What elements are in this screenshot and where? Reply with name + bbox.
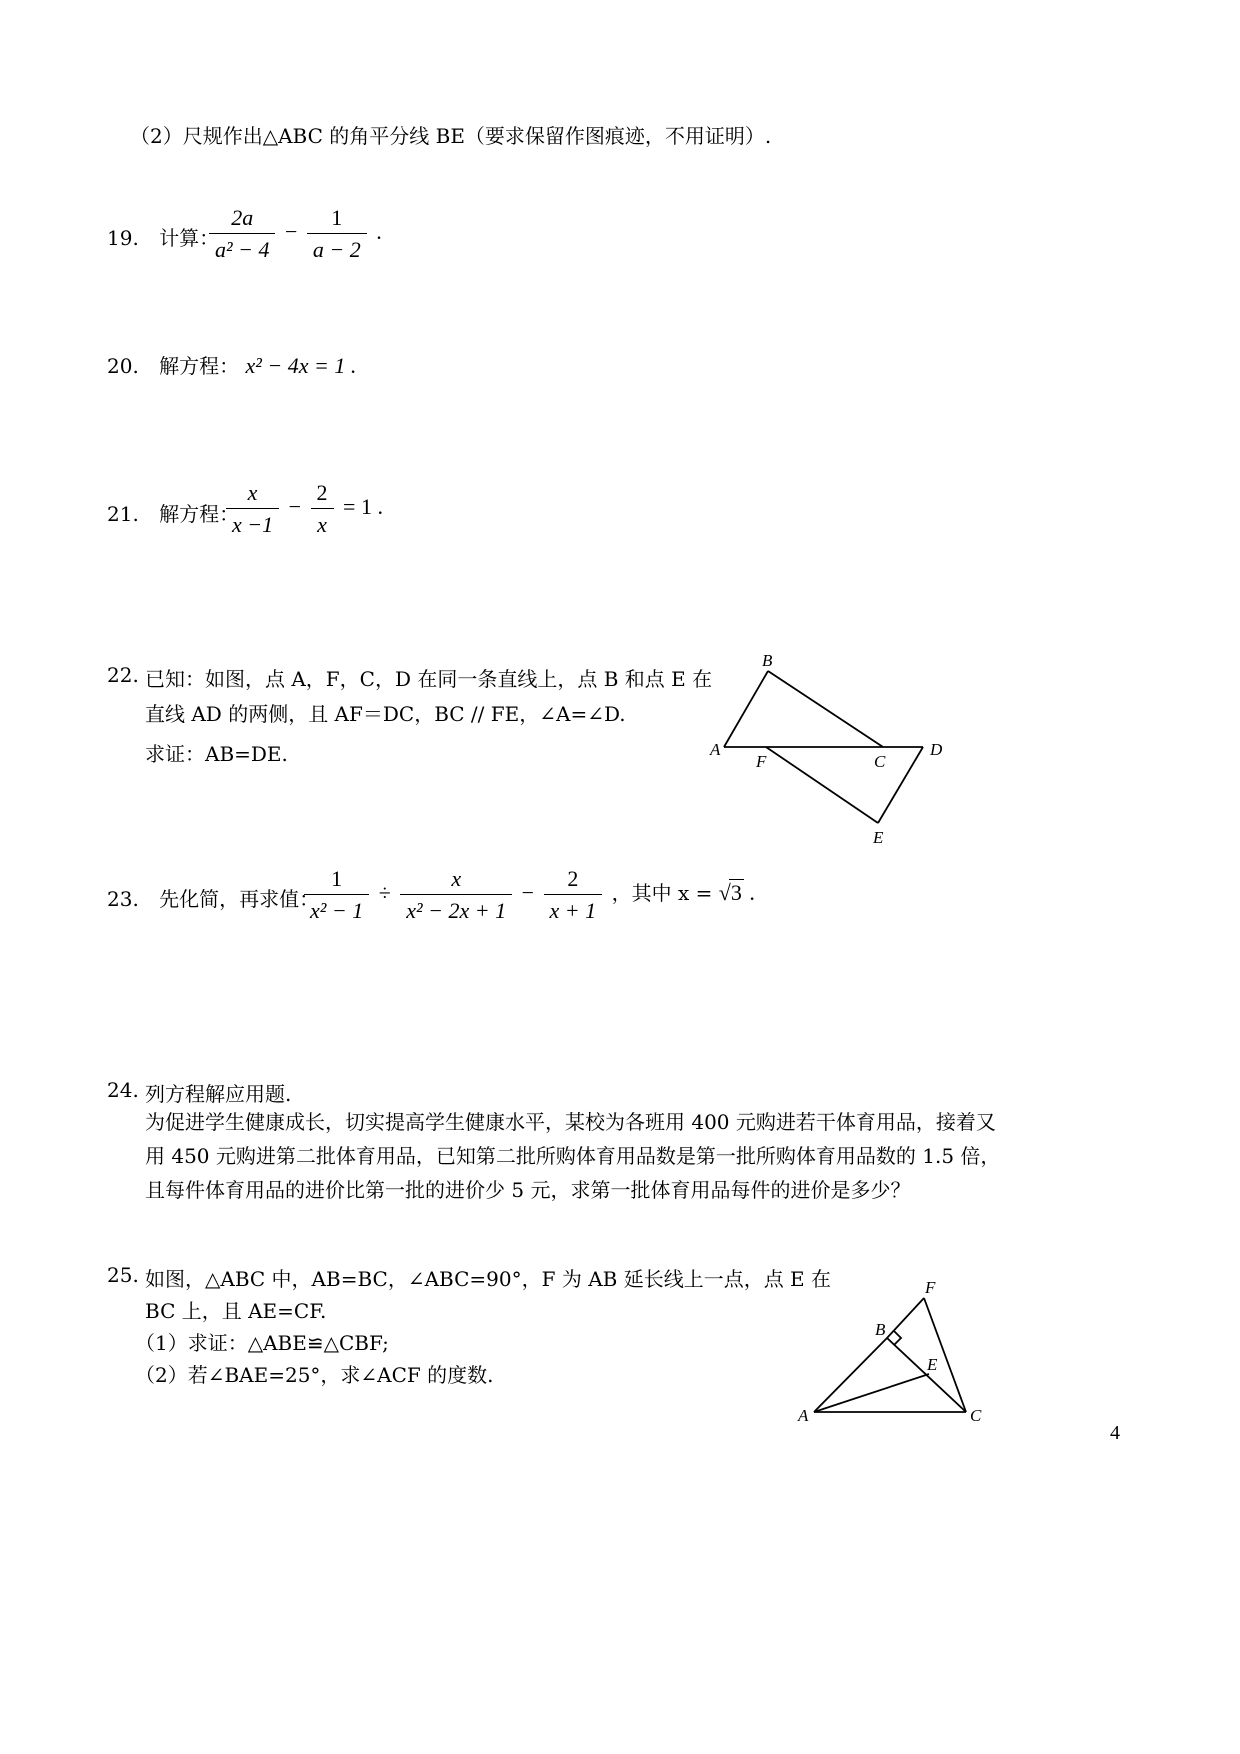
q19 xyxy=(107,222,219,251)
q20-number: 20. xyxy=(107,354,139,378)
q25-segment-AB xyxy=(814,1338,887,1412)
q23-sqrt-value: 3 xyxy=(730,880,742,906)
q23-end: . xyxy=(749,880,755,906)
q19-frac2-num: 1 xyxy=(331,205,343,230)
q25-label-C: C xyxy=(970,1406,982,1425)
q24-title: 列方程解应用题. xyxy=(145,1082,292,1106)
q25-label-F: F xyxy=(925,1278,936,1297)
q23-suffix: ，其中 x = xyxy=(611,881,719,906)
q19-frac2-den: a − 2 xyxy=(307,233,367,263)
q22-label-A: A xyxy=(710,740,721,759)
q19-frac1-num: 2a xyxy=(231,205,254,230)
q21-number: 21. xyxy=(107,502,139,526)
q23-frac3-den: x + 1 xyxy=(544,894,603,924)
q19-frac1-den: a² − 4 xyxy=(209,233,275,263)
q22-line3: 求证：AB=DE. xyxy=(145,742,288,766)
q21-minus: − xyxy=(288,494,302,520)
q20-prefix: 解方程： xyxy=(159,354,240,378)
q22-label-E: E xyxy=(873,828,884,847)
q22-segment-FE xyxy=(766,747,878,823)
q25-line2: BC 上，且 AE=CF. xyxy=(145,1299,327,1323)
q23 xyxy=(107,883,319,912)
q25-right-angle-mark xyxy=(894,1331,901,1345)
page-number: 4 xyxy=(1110,1422,1120,1444)
q22-label-B: B xyxy=(762,651,773,670)
q23-sqrt-sign: √ xyxy=(718,880,731,906)
q24-body: 为促进学生健康成长，切实提高学生健康水平，某校为各班用 400 元购进若干体育用品，接着又用 450 元购进第二批体育用品，已知第二批所购体育用品数是第一批所购体育用品数的 1.5 倍，且每件体育用品的进价比第一批的进价少 5 元，求第一批体育用品每件的进价是多少？ xyxy=(145,1110,1001,1202)
q22-label-C: C xyxy=(874,752,886,771)
q18-part2: （2）尺规作出△ABC 的角平分线 BE（要求保留作图痕迹，不用证明）. xyxy=(130,124,772,148)
q19-minus: − xyxy=(284,219,298,245)
q25-label-E: E xyxy=(927,1355,938,1374)
q21-frac2-den: x xyxy=(311,508,334,538)
q21-expression xyxy=(222,480,383,538)
q22-line2: 直线 AD 的两侧，且 AF＝DC，BC // FE，∠A=∠D. xyxy=(145,702,626,726)
q21-prefix: 解方程： xyxy=(159,502,240,526)
q21-end: = 1 . xyxy=(343,494,383,520)
q23-frac1-den: x² − 1 xyxy=(304,894,369,924)
q21 xyxy=(107,498,239,527)
q23-frac2-den: x² − 2x + 1 xyxy=(400,894,512,924)
q23-frac1-num: 1 xyxy=(331,866,343,891)
q20 xyxy=(107,350,356,379)
q25-segment-AE xyxy=(814,1374,929,1412)
q24-number: 24. xyxy=(107,1078,139,1102)
q19-end: . xyxy=(376,219,382,245)
q23-number: 23. xyxy=(107,887,139,911)
q23-expression xyxy=(300,866,755,924)
q22-segment-AB xyxy=(724,671,768,747)
q22-line1: 已知：如图，点 A，F，C，D 在同一条直线上，点 B 和点 E 在 xyxy=(145,667,713,691)
q22-label-D: D xyxy=(930,740,943,759)
q21-frac1-den: x −1 xyxy=(226,508,279,538)
q23-frac2-num: x xyxy=(451,866,462,891)
q21-frac1-num: x xyxy=(247,480,258,505)
q25-line1: 如图，△ABC 中，AB=BC，∠ABC=90°，F 为 AB 延长线上一点，点 E 在 xyxy=(145,1267,832,1291)
q21-frac2-num: 2 xyxy=(316,480,328,505)
q20-expression: x² − 4x = 1 . xyxy=(245,353,357,378)
q25-part2: （2）若∠BAE=25°，求∠ACF 的度数. xyxy=(135,1363,494,1387)
q25-number: 25. xyxy=(107,1263,139,1287)
q25-part1: （1）求证：△ABE≌△CBF; xyxy=(135,1331,389,1355)
q19-prefix: 计算： xyxy=(159,226,220,250)
q22-label-F: F xyxy=(756,752,767,771)
q19-number: 19. xyxy=(107,226,139,250)
q23-frac3-num: 2 xyxy=(567,866,579,891)
q23-prefix: 先化简，再求值： xyxy=(159,887,320,911)
q25-label-A: A xyxy=(798,1406,809,1425)
q19-expression xyxy=(205,205,382,263)
q25-label-B: B xyxy=(875,1320,886,1339)
q22-figure xyxy=(700,645,960,855)
q22-number: 22. xyxy=(107,663,139,687)
q25-figure xyxy=(790,1275,1000,1435)
q23-div: ÷ xyxy=(378,880,391,906)
q22-segment-BC xyxy=(768,671,883,747)
q23-minus: − xyxy=(521,880,535,906)
q25-segment-BF xyxy=(887,1298,924,1338)
